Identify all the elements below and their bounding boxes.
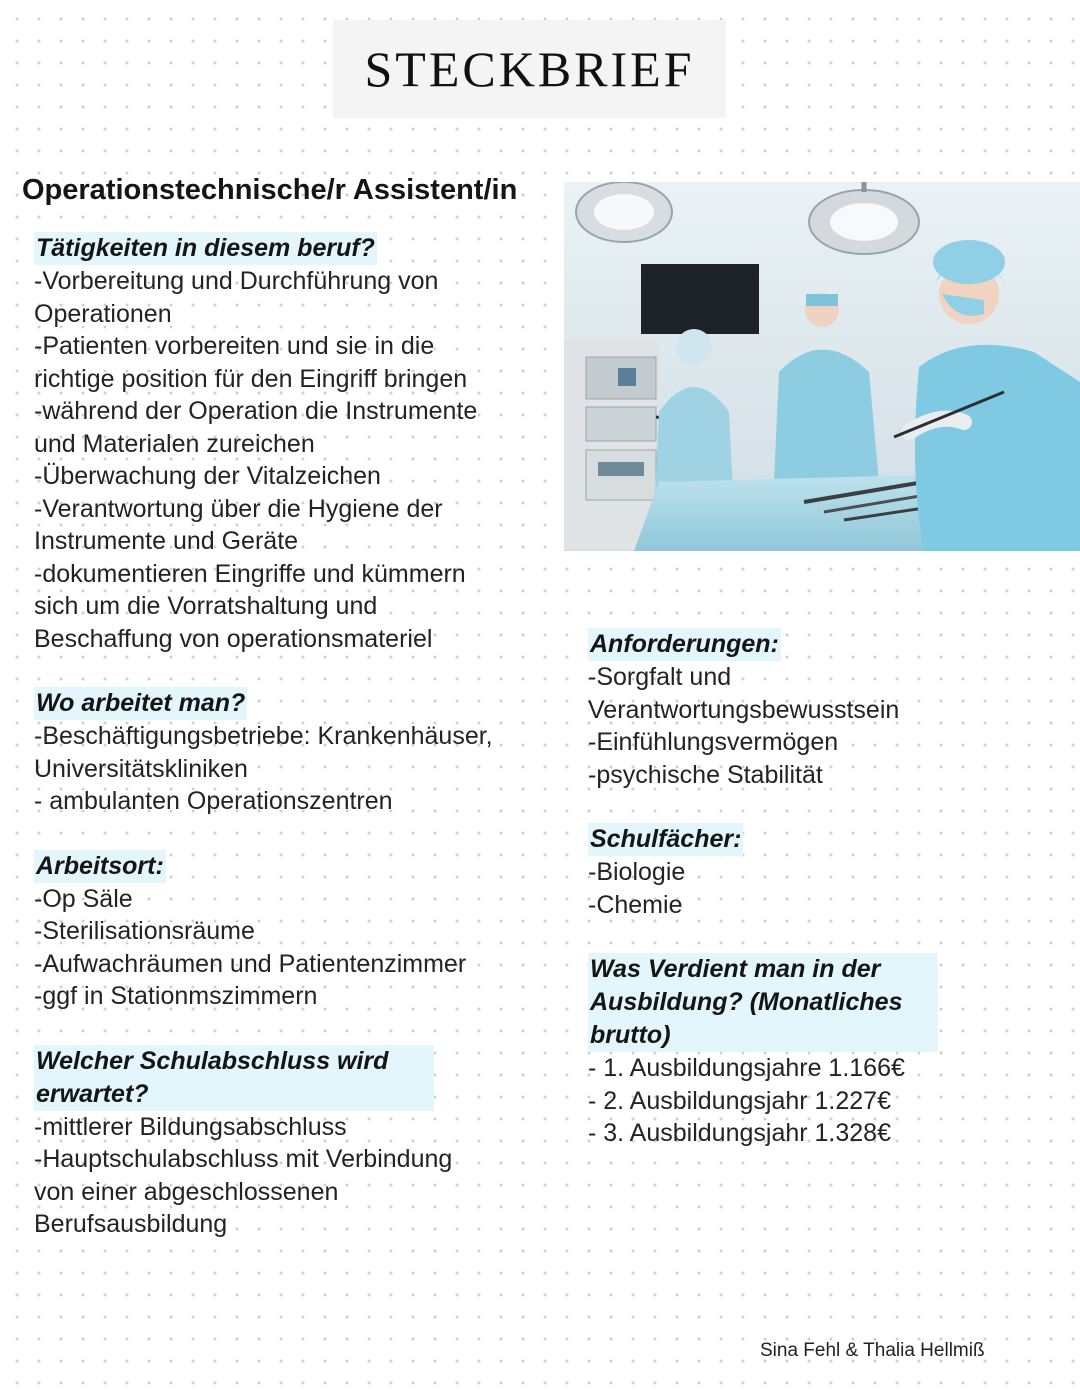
title-banner: [333, 20, 726, 118]
text-line: -psychische Stabilität: [588, 760, 823, 789]
section-heading: Schulfächer:: [588, 823, 743, 856]
text-line: von einer abgeschlossenen: [34, 1177, 339, 1206]
text-line: - 1. Ausbildungsjahre 1.166€: [588, 1054, 905, 1082]
text-line: -Patienten vorbereiten und sie in die: [34, 332, 435, 360]
text-line: -dokumentieren Eingriffe und kümmern: [34, 559, 466, 588]
text-line: - 2. Ausbildungsjahr 1.227€: [588, 1086, 891, 1115]
section-heading: Anforderungen:: [588, 628, 781, 661]
page-title: STECKBRIEF: [364, 41, 695, 97]
section-heading: Wo arbeitet man?: [34, 687, 247, 720]
section-wo-arbeitet-man: [34, 687, 544, 818]
section-heading: Welcher Schulabschluss wird erwartet?: [34, 1045, 434, 1111]
section-taetigkeiten: [34, 232, 544, 655]
text-line: und Materialen zureichen: [34, 429, 315, 458]
job-title: Operationstechnische/r Assistent/in: [22, 174, 518, 206]
text-line: richtige position für den Eingriff bringen: [34, 364, 468, 393]
section-anforderungen: [588, 628, 1048, 791]
section-schulfaecher: [588, 823, 1048, 921]
section-heading: Was Verdient man in der Ausbildung? (Monatliches brutto): [588, 953, 938, 1052]
text-line: Beschaffung von operationsmateriel: [34, 624, 433, 653]
left-column: [34, 232, 544, 1241]
text-line: -Verantwortung über die Hygiene der: [34, 494, 443, 523]
text-line: -Sterilisationsräume: [34, 917, 255, 945]
right-column: [588, 628, 1048, 1150]
operating-room-photo: [564, 182, 1080, 551]
section-heading: Tätigkeiten in diesem beruf?: [34, 232, 377, 265]
text-line: Operationen: [34, 299, 172, 328]
footer-authors: Sina Fehl & Thalia Hellmiß: [760, 1340, 985, 1361]
text-line: Instrumente und Geräte: [34, 527, 299, 555]
text-line: Berufsausbildung: [34, 1210, 228, 1238]
text-line: Universitätskliniken: [34, 754, 248, 783]
text-line: -Überwachung der Vitalzeichen: [34, 462, 381, 490]
section-schulabschluss: [34, 1045, 453, 1241]
text-line: -Hauptschulabschluss mit Verbindung: [34, 1145, 453, 1173]
text-line: -Beschäftigungsbetriebe: Krankenhäuser,: [34, 722, 493, 750]
text-line: -Aufwachräumen und Patientenzimmer: [34, 949, 467, 978]
text-line: -Vorbereitung und Durchführung von: [34, 267, 439, 295]
text-line: Verantwortungsbewusstsein: [588, 695, 900, 724]
section-verdienst: [588, 953, 938, 1150]
text-line: - ambulanten Operationszentren: [34, 787, 393, 815]
text-line: -Op Säle: [34, 884, 133, 913]
text-line: -während der Operation die Instrumente: [34, 397, 478, 425]
text-line: -ggf in Stationmszimmern: [34, 982, 318, 1010]
text-line: - 3. Ausbildungsjahr 1.328€: [588, 1119, 891, 1147]
text-line: -Biologie: [588, 858, 686, 886]
section-heading: Arbeitsort:: [34, 850, 166, 883]
text-line: -mittlerer Bildungsabschluss: [34, 1112, 347, 1141]
section-arbeitsort: [34, 850, 544, 1013]
text-line: -Chemie: [588, 890, 683, 919]
text-line: -Einfühlungsvermögen: [588, 728, 839, 756]
text-line: sich um die Vorratshaltung und: [34, 592, 378, 620]
text-line: -Sorgfalt und: [588, 663, 732, 691]
